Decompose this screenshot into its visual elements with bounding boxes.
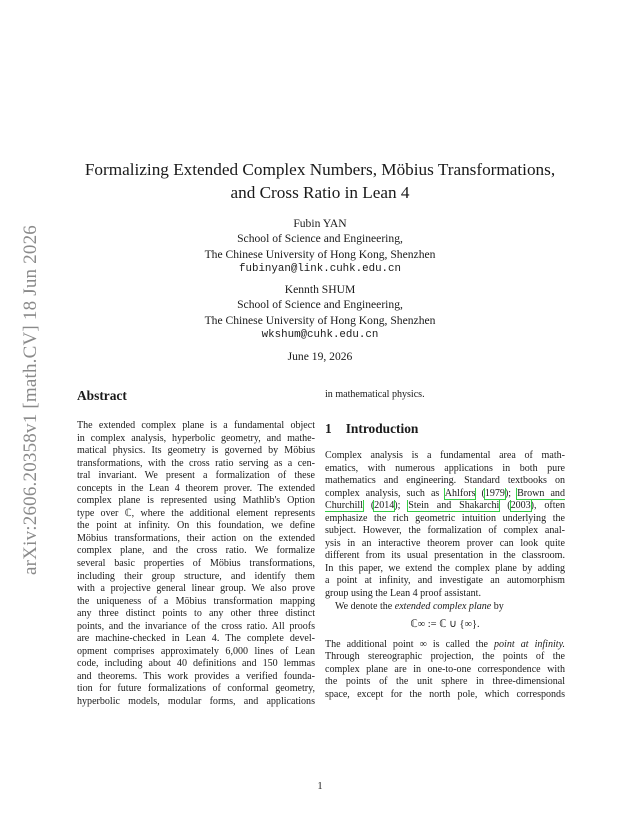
paper-title bbox=[60, 158, 580, 204]
author-affiliation: School of Science and Engineering, bbox=[237, 298, 403, 312]
page-number: 1 bbox=[317, 781, 323, 792]
text-line: any three distinct points to any other three distinct bbox=[77, 608, 315, 620]
citation-year-link[interactable]: 2014 bbox=[374, 500, 395, 512]
author-affiliation: School of Science and Engineering, bbox=[237, 232, 403, 246]
text-line: the points of the unit sphere in three-dimensional bbox=[325, 676, 565, 688]
citation-year-link[interactable]: 2003 bbox=[510, 500, 531, 512]
intro-paragraph-2 bbox=[325, 601, 565, 614]
text-line: points, and the invariance of the cross ratio. All proofs bbox=[77, 620, 315, 632]
intro-paragraph-3 bbox=[325, 651, 565, 701]
text-line: Möbius transformations, their action on the extended bbox=[77, 532, 315, 544]
emphasized-term: extended complex plane bbox=[394, 600, 492, 612]
text-line: The extended complex plane is a fundamental object bbox=[77, 420, 315, 431]
text-run: ), often bbox=[530, 500, 565, 512]
text-line: complex plane is represented using Mathlib's Option bbox=[77, 495, 315, 507]
text-line: opment comprises approximately 6,000 lines of Lean bbox=[77, 645, 315, 657]
text-line: the point at infinity. On this foundation, we define bbox=[77, 520, 315, 532]
author-block-1 bbox=[60, 216, 580, 278]
paper-date: June 19, 2026 bbox=[287, 350, 353, 363]
author-affiliation: The Chinese University of Hong Kong, Shenzhen bbox=[204, 313, 436, 327]
emphasized-term: point at infinity. bbox=[493, 638, 565, 650]
display-formula: ℂ∞ := ℂ ∪ {∞}. bbox=[410, 619, 480, 631]
text-line: group using the Lean 4 proof assistant. bbox=[325, 588, 481, 600]
text-line: subject. However, the formalization of complex anal- bbox=[325, 525, 565, 537]
author-email[interactable]: fubinyan@link.cuhk.edu.cn bbox=[239, 263, 401, 276]
text-line: different from its usual presentation in the classroom. bbox=[325, 550, 565, 562]
text-line: ematics, with numerous applications in both pure bbox=[325, 462, 565, 474]
author-name: Fubin YAN bbox=[293, 217, 347, 230]
author-block-2 bbox=[60, 282, 580, 344]
text-run: by bbox=[491, 600, 504, 612]
text-line: concepts in the Lean 4 theorem prover. The extended bbox=[77, 482, 315, 494]
text-line: Complex analysis is a fundamental area of math- bbox=[325, 450, 565, 461]
text-run: The additional point ∞ is called the bbox=[325, 638, 494, 650]
abstract-heading: Abstract bbox=[77, 388, 127, 403]
text-line: transformations, with the cross ratio serving as a cen- bbox=[77, 457, 315, 469]
text-line: complex plane, and the cross ratio. We formalize bbox=[77, 545, 315, 557]
text-line: tral invariant. We present a formalization of these bbox=[77, 470, 315, 482]
abstract-body bbox=[77, 420, 315, 709]
author-email[interactable]: wkshum@cuhk.edu.cn bbox=[261, 329, 379, 342]
intro-paragraph-1-rest bbox=[325, 513, 565, 601]
text-line: including their group structure, and identify them bbox=[77, 570, 315, 582]
text-line: and theorems. This work provides a verified founda- bbox=[77, 670, 315, 682]
title-line-1: Formalizing Extended Complex Numbers, Möbius Transformations, bbox=[84, 160, 556, 179]
text-line: In this paper, we extend the complex plane by adding bbox=[325, 562, 565, 574]
text-line: space, except for the north pole, which corresponds bbox=[325, 688, 565, 700]
text-line: code, including about 40 definitions and 150 lemmas bbox=[77, 658, 315, 670]
section-number: 1 bbox=[325, 421, 332, 436]
text-line: complex plane are in one-to-one correspondence with bbox=[325, 663, 565, 675]
text-line-with-citations: complex analysis, such as Ahlfors (1979); Brown and bbox=[325, 487, 565, 499]
title-line-2: and Cross Ratio in Lean 4 bbox=[230, 183, 410, 202]
intro-paragraph-1 bbox=[325, 450, 565, 488]
text-line: the uniqueness of a Möbius transformation mapping bbox=[77, 595, 315, 607]
text-line: emphasize the rich geometric intuition underlying the bbox=[325, 512, 565, 524]
text-line: with a projective general linear group. We also prove bbox=[77, 583, 315, 595]
text-line: tion for future formalizations of conformal geometry, bbox=[77, 683, 315, 695]
author-name: Kennth SHUM bbox=[284, 283, 356, 296]
arxiv-identifier-stamp bbox=[18, 190, 44, 610]
text-line: hyperbolic models, modular forms, and applications bbox=[77, 696, 315, 708]
text-line: type over ℂ, where the additional element represents bbox=[77, 507, 315, 519]
introduction-body bbox=[325, 450, 565, 701]
text-run: complex analysis, such as bbox=[325, 487, 445, 499]
text-line: in mathematical physics. bbox=[325, 389, 425, 400]
citation-link-brown-churchill-cont[interactable]: Churchill bbox=[325, 500, 363, 512]
text-line: ysis in an interactive theorem prover can look quite bbox=[325, 537, 565, 549]
abstract-continuation bbox=[325, 389, 565, 402]
text-line: are machine-checked in Lean 4. The complete devel- bbox=[77, 633, 315, 645]
citation-link-ahlfors[interactable]: Ahlfors bbox=[444, 487, 476, 499]
text-line-with-citations: Churchill (2014); Stein and Shakarchi (2003), often bbox=[325, 500, 565, 512]
citation-link-brown-churchill[interactable]: Brown and bbox=[517, 487, 565, 499]
text-run: We denote the bbox=[335, 600, 395, 612]
text-line: in complex analysis, hyperbolic geometry, and mathe- bbox=[77, 432, 315, 444]
author-affiliation: The Chinese University of Hong Kong, Shenzhen bbox=[204, 247, 436, 261]
text-line: mathematics and engineering. Standard textbooks on bbox=[325, 475, 565, 487]
text-line: matical physics. Its geometry is governed by Möbius bbox=[77, 445, 315, 457]
citation-link-stein-shakarchi[interactable]: Stein and Shakarchi bbox=[408, 500, 500, 512]
arxiv-stamp-text: arXiv:2606.20358v1 [math.CV] 18 Jun 2026 bbox=[20, 225, 41, 575]
text-line: a point at infinity, and investigate an automorphism bbox=[325, 575, 565, 587]
citation-year-link[interactable]: 1979 bbox=[484, 487, 505, 499]
text-line: several basic properties of Möbius transformations, bbox=[77, 558, 315, 570]
text-line: Through stereographic projection, the points of the bbox=[325, 651, 565, 663]
text-line bbox=[325, 639, 565, 652]
section-heading-introduction bbox=[325, 421, 418, 437]
section-title: Introduction bbox=[345, 421, 419, 436]
